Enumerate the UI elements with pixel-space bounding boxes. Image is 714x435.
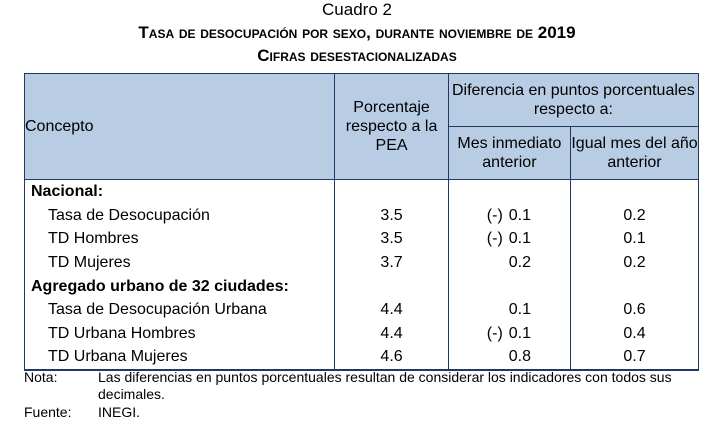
table-row: [25, 227, 699, 251]
row-dif-mes: 0.2: [508, 254, 532, 272]
row-pct: 4.4: [335, 298, 448, 322]
row-dif-mes: 0.1: [508, 230, 532, 248]
section-label: Agregado urbano de 32 ciudades:: [25, 274, 335, 298]
table-row: [25, 298, 699, 322]
section-row: [25, 180, 699, 204]
section-row: [25, 274, 699, 298]
row-dif-anio: 0.1: [571, 227, 699, 251]
data-table: [24, 73, 699, 371]
row-dif-mes: 0.1: [508, 301, 532, 319]
row-pct: 3.5: [335, 227, 448, 251]
source-label: Fuente:: [24, 404, 72, 420]
row-neg: (-): [486, 230, 503, 248]
row-dif-anio: 0.7: [571, 345, 699, 370]
footnote-text: Las diferencias en puntos porcentuales resultan de considerar los indicadores con todos sus decimales.: [98, 369, 672, 402]
row-concepto: Tasa de Desocupación: [25, 204, 335, 228]
row-pct: 3.7: [335, 251, 448, 275]
row-concepto: Tasa de Desocupación Urbana: [25, 298, 335, 322]
section-label: Nacional:: [25, 180, 335, 204]
row-dif-mes: 0.1: [508, 324, 532, 342]
header-concepto: Concepto: [25, 74, 335, 180]
row-pct: 4.6: [335, 345, 448, 370]
row-dif-mes: 0.8: [508, 348, 532, 366]
row-dif-anio: 0.2: [571, 251, 699, 275]
header-porcentaje: Porcentaje respecto a la PEA: [335, 74, 448, 180]
row-pct: 3.5: [335, 204, 448, 228]
row-concepto: TD Hombres: [25, 227, 335, 251]
header-mes-inmediato: Mes inmediato anterior: [448, 127, 570, 180]
row-pct: 4.4: [335, 322, 448, 346]
row-concepto: TD Mujeres: [25, 251, 335, 275]
row-dif-mes: 0.1: [508, 206, 532, 224]
table-row: [25, 345, 699, 370]
row-neg: (-): [486, 206, 503, 224]
row-concepto: TD Urbana Hombres: [25, 322, 335, 346]
header-igual-mes: Igual mes del año anterior: [571, 127, 699, 180]
row-concepto: TD Urbana Mujeres: [25, 345, 335, 370]
table-subtitle: Cifras desestacionalizadas: [257, 46, 457, 65]
table-row: [25, 204, 699, 228]
table-row: [25, 322, 699, 346]
row-neg: (-): [486, 324, 503, 342]
caption: Cuadro 2: [322, 0, 392, 19]
row-dif-anio: 0.6: [571, 298, 699, 322]
footnote-label: Nota:: [24, 369, 58, 385]
table-row: [25, 251, 699, 275]
source-text: INEGI.: [98, 404, 141, 420]
row-dif-anio: 0.2: [571, 204, 699, 228]
header-diferencia: Diferencia en puntos porcentuales respecto a:: [448, 74, 698, 127]
row-dif-anio: 0.4: [571, 322, 699, 346]
table-title: Tasa de desocupación por sexo, durante noviembre de 2019: [138, 23, 576, 42]
